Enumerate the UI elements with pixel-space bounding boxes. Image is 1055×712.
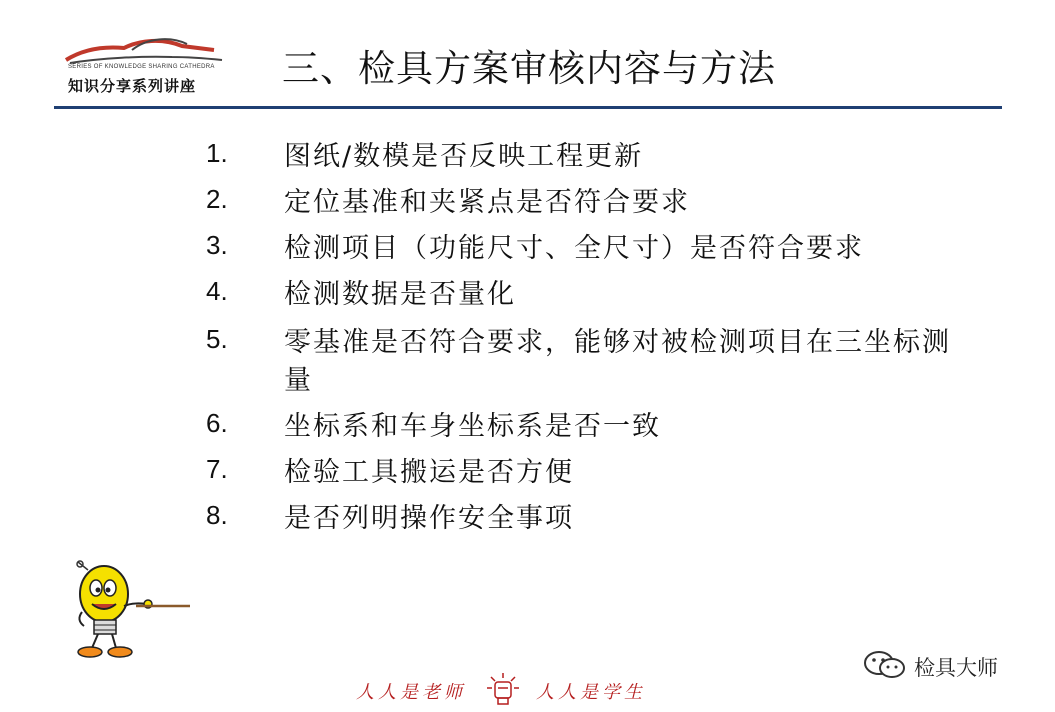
title-divider <box>54 106 1002 109</box>
item-number: 4. <box>206 276 228 306</box>
car-silhouette-icon <box>62 36 227 66</box>
motto-left: 人人是老师 <box>356 682 466 703</box>
page-title: 三、检具方案审核内容与方法 <box>282 47 776 90</box>
item-number: 3. <box>206 230 228 260</box>
watermark-text: 检具大师 <box>914 656 998 680</box>
wechat-icon <box>862 650 908 684</box>
item-text: 零基准是否符合要求，能够对被检测项目在三坐标测量 <box>284 327 951 396</box>
item-number: 2. <box>206 184 228 214</box>
item-text: 图纸/数模是否反映工程更新 <box>284 141 644 172</box>
logo-name: 知识分享系列讲座 <box>68 77 197 95</box>
item-text: 坐标系和车身坐标系是否一致 <box>284 411 661 442</box>
item-number: 6. <box>206 408 228 438</box>
lamp-icon <box>486 672 520 712</box>
logo-tagline: SERIES OF KNOWLEDGE SHARING CATHEDRA <box>68 64 215 70</box>
item-number: 8. <box>206 500 228 530</box>
lightbulb-mascot-illustration <box>74 556 194 670</box>
footer-motto <box>356 672 656 708</box>
item-text: 检测项目（功能尺寸、全尺寸）是否符合要求 <box>284 233 864 264</box>
brand-logo <box>62 36 227 100</box>
motto-right: 人人是学生 <box>536 682 646 703</box>
item-number: 5. <box>206 324 228 354</box>
item-number: 1. <box>206 138 228 168</box>
item-text: 是否列明操作安全事项 <box>284 503 574 534</box>
item-number: 7. <box>206 454 228 484</box>
lightbulb-mascot-icon <box>74 556 194 666</box>
item-text: 定位基准和夹紧点是否符合要求 <box>284 187 690 218</box>
item-text: 检测数据是否量化 <box>284 279 516 310</box>
item-text: 检验工具搬运是否方便 <box>284 457 574 488</box>
